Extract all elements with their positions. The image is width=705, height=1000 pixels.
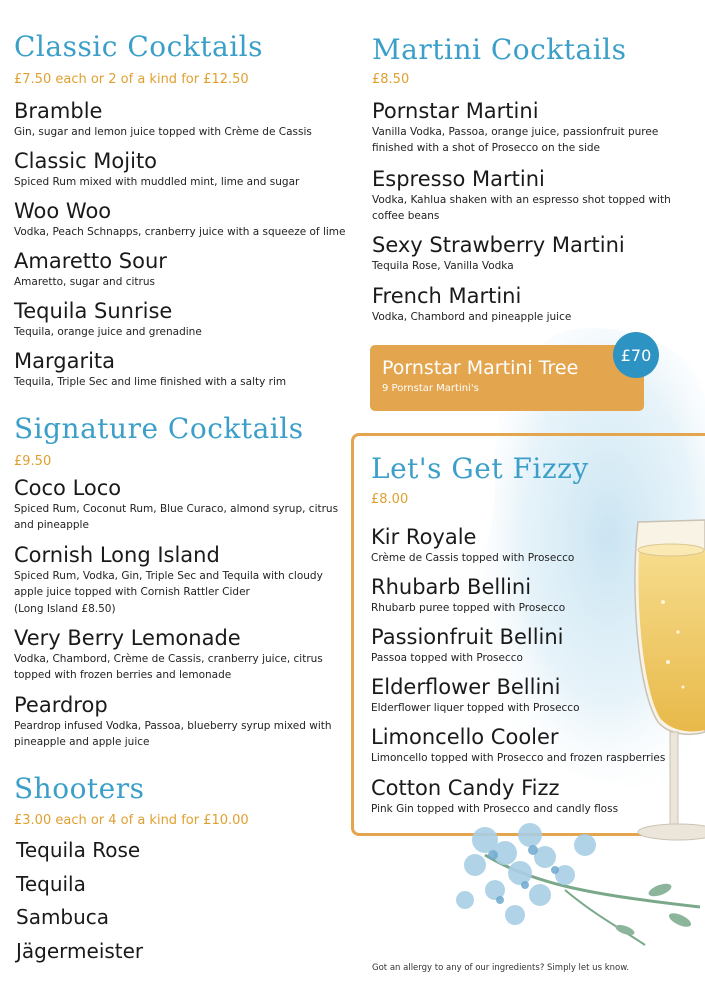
menu-item: [371, 725, 665, 766]
item-name: Peardrop: [14, 693, 108, 717]
section-title: Shooters: [14, 772, 145, 805]
item-description: Gin, sugar and lemon juice topped with Crème de Cassis: [14, 126, 312, 138]
menu-item: [14, 543, 339, 617]
item-description: Elderflower liquer topped with Prosecco: [371, 702, 580, 714]
item-description: Spiced Rum, Coconut Rum, Blue Curaco, almond syrup, citrus and pineapple: [14, 503, 339, 531]
section-title: Signature Cocktails: [14, 412, 304, 445]
martini-tree-banner: [370, 345, 644, 411]
item-name: Espresso Martini: [372, 167, 545, 191]
champagne-glass-illustration: [608, 512, 705, 847]
item-name: Classic Mojito: [14, 149, 158, 173]
item-name: Elderflower Bellini: [371, 675, 561, 699]
item-description: Tequila, Triple Sec and lime finished with a salty rim: [14, 376, 287, 388]
item-name: Margarita: [14, 349, 116, 373]
item-description: Vodka, Chambord, Crème de Cassis, cranberry juice, citrus topped with frozen berries and lemonade: [14, 653, 323, 681]
item-name: Tequila Sunrise: [14, 299, 173, 323]
item-description: Vanilla Vodka, Passoa, orange juice, passionfruit puree finished with a shot of Prosecco on the side: [372, 126, 659, 154]
menu-item: [14, 299, 202, 340]
section-price: £8.00: [371, 492, 409, 507]
item-description: Tequila, orange juice and grenadine: [14, 326, 202, 338]
item-name: Sexy Strawberry Martini: [372, 233, 625, 257]
item-name: Cotton Candy Fizz: [371, 776, 560, 800]
shooter-item: Sambuca: [16, 905, 110, 929]
allergy-notice: Got an allergy to any of our ingredients? Simply let us know.: [372, 963, 630, 973]
item-note: (Long Island £8.50): [14, 603, 116, 615]
tree-subtitle: 9 Pornstar Martini's: [382, 383, 479, 394]
menu-item: [14, 693, 339, 750]
menu-item: [372, 284, 672, 325]
item-description: Limoncello topped with Prosecco and frozen raspberries: [371, 752, 666, 764]
menu-item: [14, 99, 312, 140]
section-price: £7.50 each or 2 of a kind for £12.50: [14, 72, 249, 87]
section-title: Let's Get Fizzy: [371, 452, 589, 485]
item-description: Tequila Rose, Vanilla Vodka: [372, 260, 514, 272]
menu-item: [14, 149, 299, 190]
item-description: Passoa topped with Prosecco: [371, 652, 523, 664]
section-price: £3.00 each or 4 of a kind for £10.00: [14, 813, 249, 828]
item-description: Peardrop infused Vodka, Passoa, blueberry syrup mixed with pineapple and apple juice: [14, 720, 332, 748]
menu-item: [372, 99, 672, 156]
item-name: Bramble: [14, 99, 103, 123]
item-name: Pornstar Martini: [372, 99, 539, 123]
menu-item: [14, 349, 286, 390]
tree-title: Pornstar Martini Tree: [382, 357, 579, 379]
item-name: Cornish Long Island: [14, 543, 220, 567]
item-name: French Martini: [372, 284, 522, 308]
menu-item: [372, 167, 672, 224]
item-description: Vodka, Chambord and pineapple juice: [372, 311, 572, 323]
item-name: Very Berry Lemonade: [14, 626, 241, 650]
section-price: £8.50: [372, 72, 410, 87]
menu-item: [371, 675, 580, 716]
menu-item: [371, 776, 618, 817]
item-description: Amaretto, sugar and citrus: [14, 276, 155, 288]
section-price: £9.50: [14, 454, 52, 469]
menu-item: [371, 625, 564, 666]
item-description: Vodka, Kahlua shaken with an espresso shot topped with coffee beans: [372, 194, 671, 222]
item-name: Coco Loco: [14, 476, 122, 500]
item-name: Kir Royale: [371, 525, 477, 549]
menu-item: [14, 199, 346, 240]
menu-item: [371, 575, 565, 616]
shooter-item: Jägermeister: [16, 939, 144, 963]
menu-item: [371, 525, 574, 566]
menu-item: [14, 476, 339, 533]
item-name: Rhubarb Bellini: [371, 575, 532, 599]
section-title: Classic Cocktails: [14, 30, 264, 63]
item-description: Pink Gin topped with Prosecco and candly floss: [371, 803, 619, 815]
item-description: Rhubarb puree topped with Prosecco: [371, 602, 566, 614]
menu-item: [372, 233, 672, 274]
shooter-item: Tequila Rose: [16, 838, 141, 862]
section-title: Martini Cocktails: [372, 33, 627, 66]
menu-item: [14, 249, 167, 290]
shooter-item: Tequila: [16, 872, 86, 896]
item-description: Vodka, Peach Schnapps, cranberry juice with a squeeze of lime: [14, 226, 346, 238]
item-name: Limoncello Cooler: [371, 725, 559, 749]
item-name: Amaretto Sour: [14, 249, 167, 273]
blue-flowers-illustration: [445, 815, 705, 960]
item-description: Crème de Cassis topped with Prosecco: [371, 552, 575, 564]
item-description: Spiced Rum, Vodka, Gin, Triple Sec and Tequila with cloudy apple juice topped with Cornish Rattler Cider: [14, 570, 323, 598]
item-name: Woo Woo: [14, 199, 112, 223]
item-description: Spiced Rum mixed with muddled mint, lime and sugar: [14, 176, 300, 188]
price-badge: £70: [613, 332, 659, 378]
item-name: Passionfruit Bellini: [371, 625, 564, 649]
menu-item: [14, 626, 339, 683]
